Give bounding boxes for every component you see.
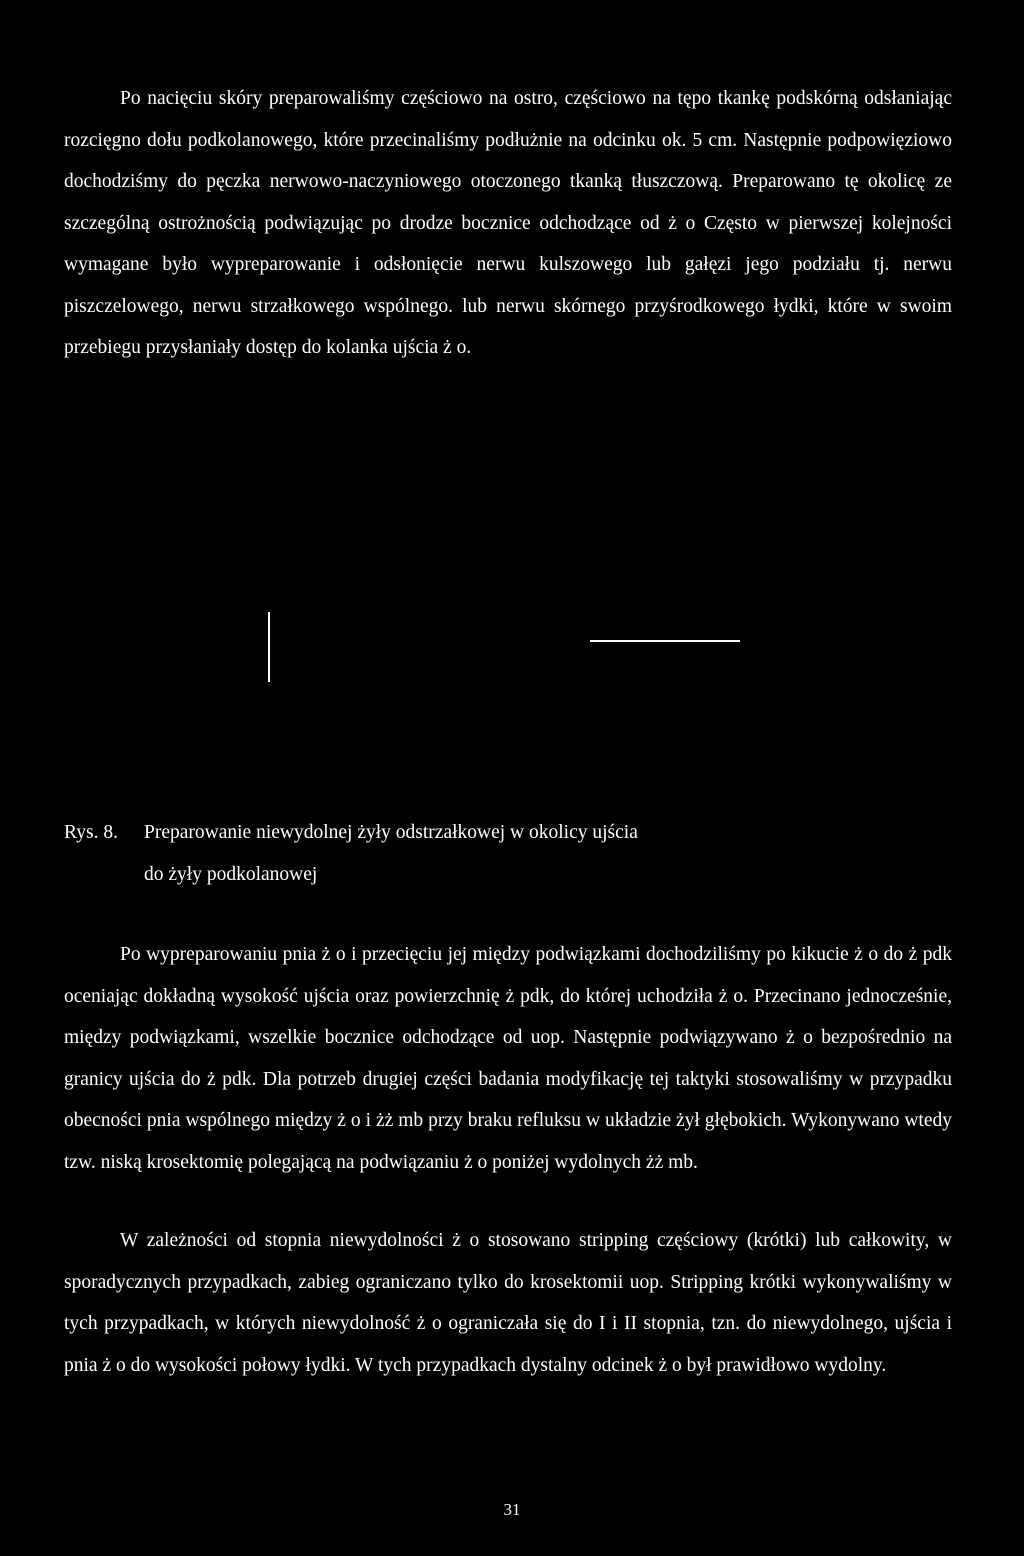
paragraph-3: W zależności od stopnia niewydolności ż o stosowano stripping częściowy (krótki) lub całkowity, w sporadycznych przypadkach, zabieg ograniczano tylko do krosektomii uop. Stripping krótki wykonywaliśmy w tych przypadkach, w których niewydolność ż o ograniczała się do I i II stopnia, tzn. do niewydolnego, ujścia i pnia ż o do wysokości połowy łydki. W tych przypadkach dystalny odcinek ż o był prawidłowo wydolny. (64, 1230, 952, 1376)
caption-text-1: Preparowanie niewydolnej żyły odstrzałkowej w okolicy ujścia (144, 822, 638, 843)
caption-line-1 (64, 812, 964, 854)
figure-label: Rys. 8. (64, 822, 118, 843)
figure-image (64, 560, 952, 800)
paragraph-2: Po wypreparowaniu pnia ż o i przecięciu jej między podwiązkami dochodziliśmy po kikucie ż o do ż pdk oceniając dokładną wysokość ujścia oraz powierzchnię ż pdk, do której uchodziła ż o. Przecinano jednocześnie, między podwiązkami, wszelkie bocznice odchodzące od uop. Następnie podwiązywano ż o bezpośrednio na granicy ujścia do ż pdk. Dla potrzeb drugiej części badania modyfikację tej taktyki stosowaliśmy w przypadku obecności pnia wspólnego między ż o i żż mb przy braku refluksu w układzie żył głębokich. Wykonywano wtedy tzw. niską krosektomię polegającą na podwiązaniu ż o poniżej wydolnych żż mb. (64, 944, 952, 1173)
caption-line-2: do żyły podkolanowej (144, 864, 318, 885)
figure-horizontal-line (590, 640, 740, 642)
page-number: 31 (503, 1500, 521, 1519)
paragraph-1: Po nacięciu skóry preparowaliśmy częściowo na ostro, częściowo na tępo tkankę podskórną odsłaniając rozcięgno dołu podkolanowego, które przecinaliśmy podłużnie na odcinku ok. 5 cm. Następnie podpowięziowo dochodziśmy do pęczka nerwowo-naczyniowego otoczonego tkanką tłuszczową. Preparowano tę okolicę ze szczególną ostrożnością podwiązując po drodze bocznice odchodzące od ż o Często w pierwszej kolejności wymagane było wypreparowanie i odsłonięcie nerwu kulszowego lub gałęzi jego podziału tj. nerwu piszczelowego, nerwu strzałkowego wspólnego. lub nerwu skórnego przyśrodkowego łydki, które w swoim przebiegu przysłaniały dostęp do kolanka ujścia ż o. (64, 88, 952, 358)
figure-vertical-line (268, 612, 270, 682)
figure-caption (64, 812, 964, 896)
